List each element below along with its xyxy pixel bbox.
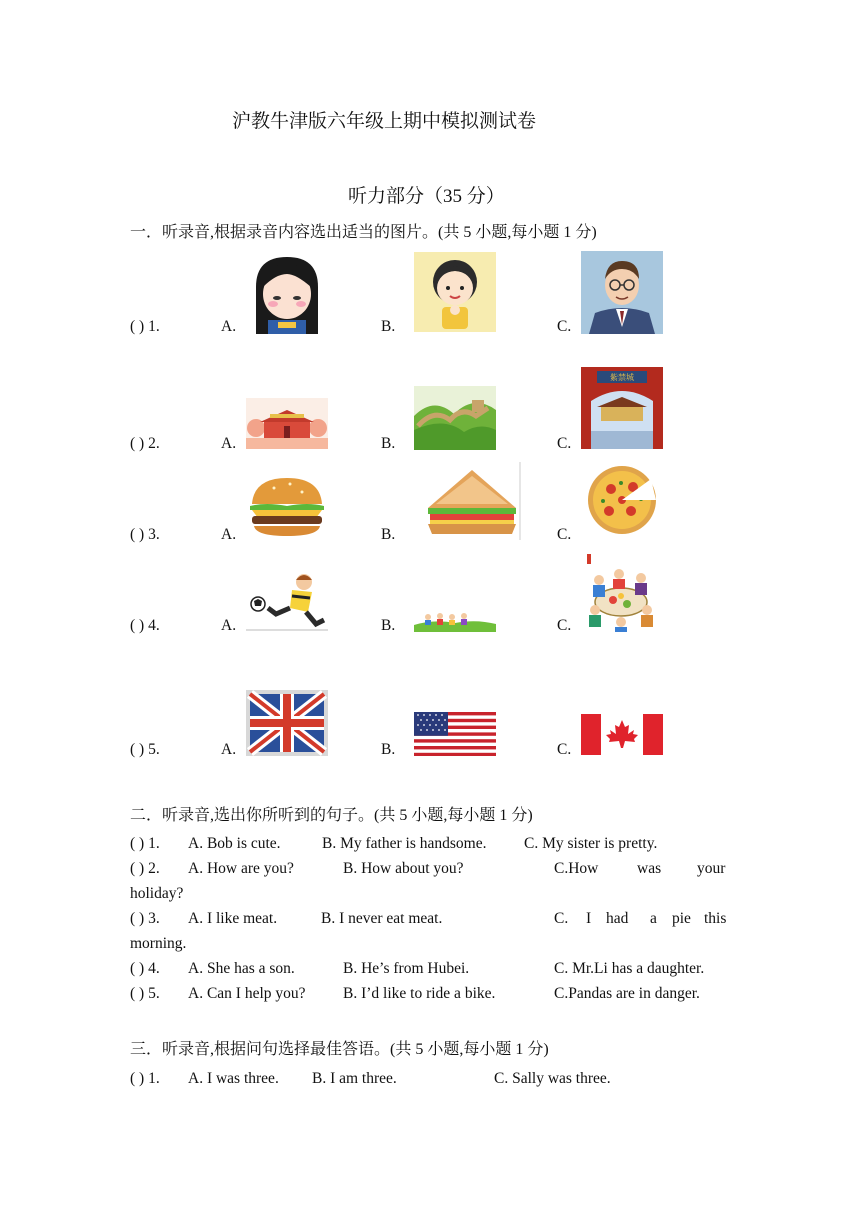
s2-q4-number: ( ) 4. — [130, 960, 160, 977]
q4-option-c-label: C. — [557, 617, 572, 634]
s2-q2-option-c-word1: C.How — [554, 860, 599, 877]
sandwich-picture[interactable] — [422, 462, 522, 540]
s2-q3-option-c-continued: morning. — [130, 935, 187, 952]
hamburger-picture[interactable] — [246, 474, 328, 540]
tiananmen-picture[interactable] — [246, 398, 328, 449]
q3-option-c-label: C. — [557, 526, 572, 543]
q3-option-a-label: A. — [221, 526, 237, 543]
s2-q1-number: ( ) 1. — [130, 835, 160, 852]
s2-q5-option-a: A. Can I help you? — [188, 985, 306, 1002]
s3-q1-number: ( ) 1. — [130, 1070, 160, 1087]
q5-option-a-label: A. — [221, 741, 237, 758]
s2-q3-option-c-word1: C. — [554, 910, 569, 927]
s3-q1-option-c: C. Sally was three. — [494, 1070, 611, 1087]
canada-flag-picture[interactable] — [581, 714, 663, 755]
s2-q2-option-c-word2: was — [637, 860, 662, 877]
s2-q4-option-a: A. She has a son. — [188, 960, 295, 977]
s2-q3-option-c-word6: this — [704, 910, 727, 927]
s3-q1-option-b: B. I am three. — [312, 1070, 397, 1087]
s2-q3-number: ( ) 3. — [130, 910, 160, 927]
us-flag-picture[interactable] — [414, 712, 496, 756]
q5-option-c-label: C. — [557, 741, 572, 758]
s2-q2-option-a: A. How are you? — [188, 860, 294, 877]
section3-heading: 三．听录音,根据问句选择最佳答语。(共 5 小题,每小题 1 分) — [130, 1041, 549, 1058]
page-title: 沪教牛津版六年级上期中模拟测试卷 — [232, 111, 537, 132]
s2-q2-number: ( ) 2. — [130, 860, 160, 877]
q5-number: ( ) 5. — [130, 741, 160, 758]
q2-option-c-label: C. — [557, 435, 572, 452]
s2-q3-option-a: A. I like meat. — [188, 910, 278, 927]
s2-q1-option-c: C. My sister is pretty. — [524, 835, 658, 852]
q4-option-a-label: A. — [221, 617, 237, 634]
palace-sign-text: 紫禁城 — [610, 373, 634, 382]
q3-number: ( ) 3. — [130, 526, 160, 543]
picnic-picture[interactable] — [414, 609, 496, 632]
q3-option-b-label: B. — [381, 526, 396, 543]
s2-q3-option-c-word5: pie — [672, 910, 691, 927]
q4-option-b-label: B. — [381, 617, 396, 634]
great-wall-picture[interactable] — [414, 386, 496, 450]
section2-heading: 二．听录音,选出你所听到的句子。(共 5 小题,每小题 1 分) — [130, 807, 533, 824]
s2-q2-option-c-word3: your — [697, 860, 726, 877]
s2-q3-option-b: B. I never eat meat. — [321, 910, 443, 927]
q1-number: ( ) 1. — [130, 318, 160, 335]
s2-q4-option-b: B. He’s from Hubei. — [343, 960, 470, 977]
child-picture[interactable] — [414, 252, 496, 332]
s2-q3-option-c-word3: had — [606, 910, 629, 927]
family-dinner-picture[interactable] — [581, 550, 659, 632]
soccer-boy-picture[interactable] — [246, 568, 328, 632]
s2-q4-option-c: C. Mr.Li has a daughter. — [554, 960, 705, 977]
s2-q2-option-b: B. How about you? — [343, 860, 464, 877]
s2-q5-option-c: C.Pandas are in danger. — [554, 985, 700, 1002]
q2-number: ( ) 2. — [130, 435, 160, 452]
s2-q5-number: ( ) 5. — [130, 985, 160, 1002]
s2-q5-option-b: B. I’d like to ride a bike. — [343, 985, 496, 1002]
uk-flag-picture[interactable] — [246, 690, 328, 756]
q4-number: ( ) 4. — [130, 617, 160, 634]
s3-q1-option-a: A. I was three. — [188, 1070, 279, 1087]
q1-option-b-label: B. — [381, 318, 396, 335]
girl-picture[interactable] — [246, 252, 328, 334]
s2-q1-option-b: B. My father is handsome. — [322, 835, 487, 852]
q1-option-c-label: C. — [557, 318, 572, 335]
s2-q1-option-a: A. Bob is cute. — [188, 835, 281, 852]
s2-q3-option-c-word4: a — [650, 910, 657, 927]
s2-q3-option-c-word2: I — [586, 910, 592, 927]
s2-q2-option-c-continued: holiday? — [130, 885, 184, 902]
man-picture[interactable] — [581, 251, 663, 334]
section1-heading: 一．听录音,根据录音内容选出适当的图片。(共 5 小题,每小题 1 分) — [130, 224, 597, 241]
palace-gate-picture[interactable] — [581, 367, 663, 449]
q1-option-a-label: A. — [221, 318, 237, 335]
q2-option-a-label: A. — [221, 435, 237, 452]
pizza-picture[interactable] — [581, 459, 663, 541]
q2-option-b-label: B. — [381, 435, 396, 452]
q5-option-b-label: B. — [381, 741, 396, 758]
section-subtitle: 听力部分（35 分） — [348, 186, 505, 207]
